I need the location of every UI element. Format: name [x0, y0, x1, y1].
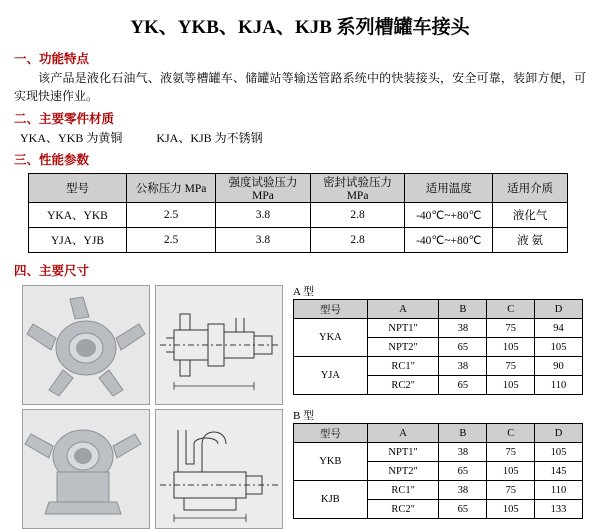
cell-a: RC2"	[367, 500, 439, 519]
cell-d: 145	[535, 462, 583, 481]
cell-a: NPT1"	[367, 319, 439, 338]
cell-nominal-pressure: 2.5	[126, 203, 215, 228]
table-row	[294, 481, 583, 500]
col-header-c: C	[487, 424, 535, 443]
cell-d: 133	[535, 500, 583, 519]
cell-d: 105	[535, 338, 583, 357]
table-row	[29, 203, 568, 228]
cell-temperature: -40℃~+80℃	[405, 228, 493, 253]
table-row	[294, 443, 583, 462]
cell-model: YKB	[294, 443, 368, 481]
cell-temperature: -40℃~+80℃	[405, 203, 493, 228]
cell-b: 65	[439, 338, 487, 357]
cell-a: RC1"	[367, 357, 439, 376]
cell-d: 110	[535, 481, 583, 500]
col-header-model: 型号	[294, 424, 368, 443]
cell-c: 105	[487, 462, 535, 481]
cell-model: YJA	[294, 357, 368, 395]
cell-model: YKA、YKB	[29, 203, 127, 228]
cell-c: 75	[487, 443, 535, 462]
materials-left: YKA、YKB 为黄铜	[20, 131, 123, 145]
cell-seal-pressure: 2.8	[310, 203, 405, 228]
cell-strength-pressure: 3.8	[216, 228, 311, 253]
dimension-table-a	[293, 299, 583, 395]
coupling-photo-a	[22, 285, 150, 405]
section-heading-performance: 三、性能参数	[14, 153, 90, 167]
cell-b: 38	[439, 443, 487, 462]
performance-table	[28, 173, 568, 253]
materials-line	[20, 129, 600, 146]
col-header-b: B	[439, 424, 487, 443]
col-header-b: B	[439, 300, 487, 319]
col-header-c: C	[487, 300, 535, 319]
cell-a: RC1"	[367, 481, 439, 500]
section-heading-dimensions: 四、主要尺寸	[14, 264, 90, 278]
cell-medium: 液化气	[493, 203, 568, 228]
table-row	[29, 228, 568, 253]
coupling-drawing-a	[155, 285, 283, 405]
cell-a: NPT2"	[367, 462, 439, 481]
cell-b: 38	[439, 319, 487, 338]
features-text: 该产品是液化石油气、液氨等槽罐车、储罐站等输送管路系统中的快装接头，安全可靠，装卸方便，可实现快速作业。	[14, 71, 586, 103]
cell-d: 105	[535, 443, 583, 462]
cell-b: 65	[439, 500, 487, 519]
cell-a: RC2"	[367, 376, 439, 395]
cell-b: 65	[439, 376, 487, 395]
cell-d: 94	[535, 319, 583, 338]
cell-d: 90	[535, 357, 583, 376]
col-header-d: D	[535, 424, 583, 443]
cell-c: 105	[487, 338, 535, 357]
cell-seal-pressure: 2.8	[310, 228, 405, 253]
features-body	[14, 69, 586, 105]
coupling-drawing-b	[155, 409, 283, 529]
cell-c: 75	[487, 481, 535, 500]
col-header-medium: 适用介质	[493, 174, 568, 203]
col-header-d: D	[535, 300, 583, 319]
type-b-label: B 型	[293, 410, 315, 422]
cell-nominal-pressure: 2.5	[126, 228, 215, 253]
col-header-model: 型号	[294, 300, 368, 319]
materials-right: KJA、KJB 为不锈钢	[156, 131, 263, 145]
cell-b: 65	[439, 462, 487, 481]
col-header-a: A	[367, 424, 439, 443]
cell-a: NPT2"	[367, 338, 439, 357]
table-row	[294, 319, 583, 338]
col-header-nominal-pressure: 公称压力 MPa	[126, 174, 215, 203]
cell-strength-pressure: 3.8	[216, 203, 311, 228]
col-header-temperature: 适用温度	[405, 174, 493, 203]
col-header-model: 型号	[29, 174, 127, 203]
col-header-seal-pressure: 密封试验压力 MPa	[310, 174, 405, 203]
table-row	[294, 357, 583, 376]
cell-d: 110	[535, 376, 583, 395]
section-heading-materials: 二、主要零件材质	[14, 112, 115, 126]
col-header-a: A	[367, 300, 439, 319]
cell-c: 75	[487, 319, 535, 338]
table-header-row	[294, 424, 583, 443]
table-header-row	[294, 300, 583, 319]
cell-a: NPT1"	[367, 443, 439, 462]
col-header-strength-pressure: 强度试验压力 MPa	[216, 174, 311, 203]
cell-model: YKA	[294, 319, 368, 357]
cell-medium: 液 氨	[493, 228, 568, 253]
page-title: YK、YKB、KJA、KJB 系列槽罐车接头	[130, 17, 470, 38]
cell-model: YJA、YJB	[29, 228, 127, 253]
cell-model: KJB	[294, 481, 368, 519]
type-a-label: A 型	[293, 286, 315, 298]
section-heading-features: 一、功能特点	[14, 52, 90, 66]
coupling-photo-b	[22, 409, 150, 529]
table-header-row	[29, 174, 568, 203]
cell-c: 75	[487, 357, 535, 376]
cell-c: 105	[487, 376, 535, 395]
cell-c: 105	[487, 500, 535, 519]
dimension-table-b	[293, 423, 583, 519]
cell-b: 38	[439, 481, 487, 500]
cell-b: 38	[439, 357, 487, 376]
